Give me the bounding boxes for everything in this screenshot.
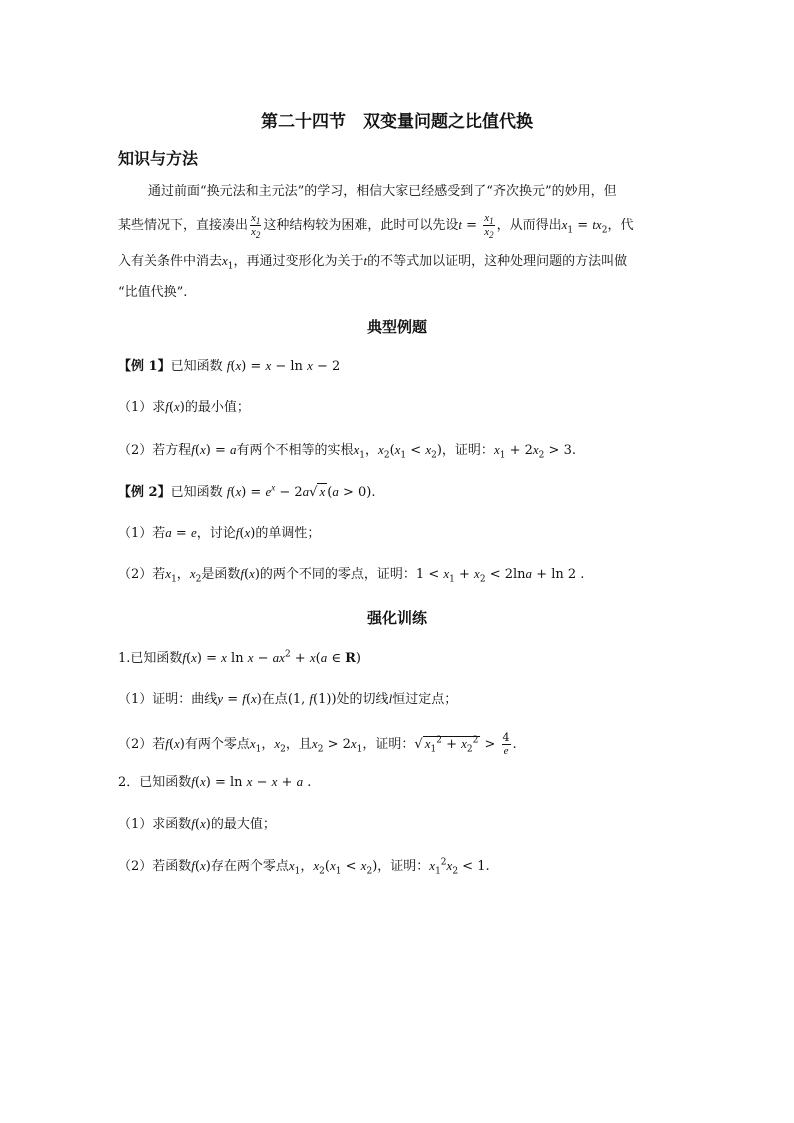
paragraph-line-1: 通过前面“换元法和主元法”的学习，相信大家已经感受到了“齐次换元”的妙用，但	[148, 184, 617, 199]
example-1: 【例 1】已知函数 f(x) = x − ln x − 2	[118, 358, 341, 374]
example-2: 【例 2】已知函数 $f(x) = e^x - 2a√$ x (a > 0).	[118, 482, 376, 500]
example-2-question-2: （2）若$x_1$，$x_2$是函数f(x)的两个不同的零点，证明：$1 < x_1 + x_2 < 2\ln a + \ln 2$ .	[118, 566, 585, 585]
example-2-question-1: （1）若a = e，讨论f(x)的单调性；	[118, 525, 321, 541]
paragraph-line-3: 入有关条件中消去$x_1$，再通过变形化为关于t的不等式加以证明，这种处理问题的方法叫做	[118, 253, 628, 272]
training-2-question-2: （2）若函数f(x)存在两个零点$x_1$，$x_2(x_1 < x_2)$，证明：$x_1^2x_2 < 1$.	[118, 857, 490, 877]
section-heading-examples: 典型例题	[366, 318, 427, 336]
example-1-question-2: （2）若方程f(x) = a有两个不相等的实根$x_1$，$x_2(x_1 < x_2)$，证明：$x_1 + 2x_2 > 3$.	[118, 442, 576, 461]
training-1-question-1: （1）证明：曲线y = f(x)在点(1, f(1))处的切线l恒过定点；	[118, 691, 458, 707]
training-1: 1.已知函数f(x) = x $\ln x - ax^2 + x(a$ ∈ R)	[118, 649, 361, 666]
paragraph-line-2: 某些情况下，直接凑出 $\frac{x_1}{x_2}$ 这种结构较为困难，此时可以先设t = $\frac{x_1}{x_2}$ ，从而得出$x_1 = tx_2$，代	[118, 212, 634, 241]
training-2: 2．已知函数f(x) = ln x − x + a .	[118, 774, 312, 790]
training-2-question-1: （1）求函数f(x)的最大值；	[118, 816, 276, 832]
page-title: 第二十四节 双变量问题之比值代换	[261, 112, 533, 132]
paragraph-line-4: “比值代换”.	[118, 285, 188, 300]
example-1-question-1: （1）求f(x)的最小值；	[118, 399, 250, 415]
section-heading-knowledge: 知识与方法	[118, 149, 199, 168]
section-heading-training: 强化训练	[366, 609, 427, 627]
training-1-question-2: （2）若f(x)有两个零点$x_1$，$x_2$，且$x_2 > 2x_1$，证明：√ $x_1^2 + x_2^2$ > $\frac{4}{e}$ .	[118, 731, 517, 757]
